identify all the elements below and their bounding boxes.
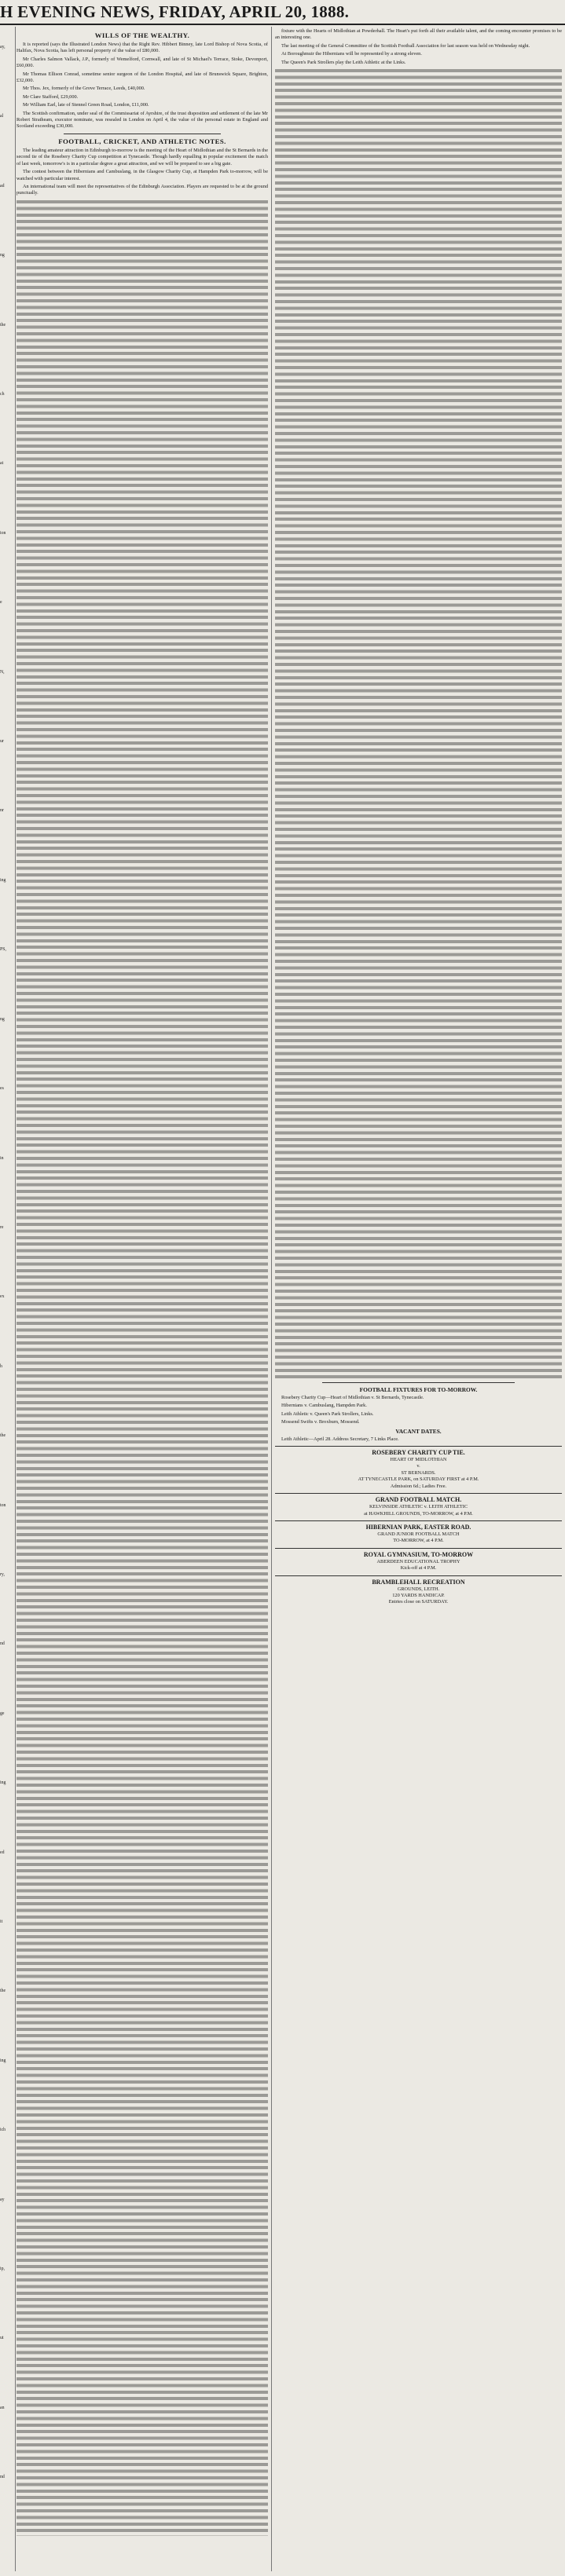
advertisement — [275, 1575, 562, 1606]
column-rule — [271, 27, 272, 2571]
left-strip-fragment: ch — [0, 392, 5, 397]
left-strip-fragment: the — [0, 1433, 6, 1439]
left-strip-fragment: the — [0, 1989, 6, 1994]
left-strip-fragment: ich — [0, 2128, 6, 2133]
left-strip-fragment: h — [0, 1363, 2, 1369]
col2-para: The last meeting of the General Committee of the Scottish Football Association for last season was held on Wednesday night. — [281, 42, 530, 49]
ad-line: ST BERNARDS. — [401, 1469, 436, 1476]
left-strip-fragment: ay, — [0, 45, 6, 49]
left-strip-fragment: ur — [0, 739, 4, 745]
ad-line: Admission 6d.; Ladies Free. — [390, 1483, 447, 1489]
left-strip-fragment: ing — [0, 1780, 6, 1786]
wills-line: Mr Charles Salmon Vallack, J.P., formerly of Wemelford, Cornwall, and late of St Michael's Terrace, Stoke, Devonport, £60,000. — [17, 56, 268, 69]
ad-line: Kick-off at 4 P.M. — [400, 1565, 437, 1572]
advertisement — [275, 1446, 562, 1490]
ad-line: TO-MORROW, at 4 P.M. — [393, 1538, 444, 1544]
fixture-item: Mossend Swifts v. Broxburn, Mossend. — [281, 1419, 360, 1425]
left-strip-fragments — [0, 28, 13, 2573]
ad-line: GROUNDS, LEITH. — [397, 1586, 440, 1592]
left-strip-fragment: in — [0, 1155, 4, 1161]
ad-line: ABERDEEN EDUCATIONAL TROPHY — [376, 1558, 460, 1564]
column-1 — [17, 28, 268, 2573]
ad-line: v. — [416, 1463, 420, 1469]
left-strip-fragment: nd — [0, 1641, 5, 1647]
left-strip-fragment: ge — [0, 1711, 5, 1716]
left-strip-fragment: ut — [0, 2336, 4, 2341]
advertisement — [275, 1493, 562, 1517]
left-strip-fragment: e — [0, 600, 2, 606]
left-strip-fragment: ing — [0, 877, 6, 883]
fixture-item: Rosebery Charity Cup—Heart of Midlothian v. St Bernards, Tynecastle. — [281, 1395, 424, 1401]
left-strip-fragment: at — [0, 461, 4, 467]
body-text-block — [17, 199, 268, 2536]
wills-line: Mr Clare Stafford, £29,000. — [23, 93, 79, 100]
left-strip-fragment: N, — [0, 669, 5, 675]
advertisement — [275, 1548, 562, 1572]
left-strip-fragment: es — [0, 1086, 4, 1092]
fixture-item: Hibernians v. Cambuslang, Hampden Park. — [281, 1403, 367, 1409]
section-divider — [322, 1382, 515, 1383]
left-strip-fragment: PS, — [0, 947, 6, 953]
left-strip-fragment: ing — [0, 2058, 6, 2063]
vacant-dates-text: Leith Athletic—April 28. Address Secretary, 7 Links Place. — [281, 1436, 399, 1442]
ad-line: GRAND JUNIOR FOOTBALL MATCH — [377, 1531, 460, 1537]
ad-title: ROYAL GYMNASIUM, TO-MORROW — [363, 1550, 474, 1558]
fixture-item: Leith Athletic v. Queen's Park Strollers, Links. — [281, 1411, 374, 1417]
ad-title: BRAMBLEHALL RECREATION — [372, 1578, 465, 1586]
left-strip-fragment: al — [0, 114, 4, 119]
left-strip-fragment: ed — [0, 1850, 5, 1855]
wills-line: Mr William Earl, late of Stennel Green Road, London, £11,000. — [23, 102, 149, 108]
football-headline: FOOTBALL, CRICKET, AND ATHLETIC NOTES. — [58, 137, 226, 145]
football-para: An international team will meet the representatives of the Edinburgh Association. Players are requested to be at the ground punctually. — [17, 183, 268, 196]
left-strip-fragment: ad — [0, 183, 5, 188]
ad-title: GRAND FOOTBALL MATCH. — [375, 1496, 462, 1504]
vacant-dates-headline: VACANT DATES. — [395, 1427, 442, 1435]
left-strip-fragment: re — [0, 1224, 4, 1230]
football-para: The leading amateur attraction in Edinburgh to-morrow is the meeting of the Heart of Midlothian and the St Bernards in the second tie of the Rosebery Charity Cup competition at Tynecastle. Though hardly equalling in popular excitement the match of last week, tomorrow's is in a particular degree a great attraction, and we will be prepared to see a big gate. — [17, 147, 268, 166]
masthead-title: H EVENING NEWS, FRIDAY, APRIL 20, 1888. — [0, 2, 350, 21]
wills-line: Mr Thos. Jex, formerly of the Grove Terrace, Leeds, £40,000. — [23, 86, 145, 92]
masthead — [0, 0, 565, 25]
wills-closing: The Scottish confirmation, under seal of the Commissariat of Ayrshire, of the trust disposition and settlement of the late Mr Robert Stratheam, executor nominate, was resealed in London on April 4, the value of the personal estate in England and Scotland exceeding £30,000. — [17, 110, 268, 130]
left-strip-fragment: nr — [0, 808, 4, 814]
left-strip-fragment: it — [0, 1919, 3, 1924]
col2-lead: fixture with the Hearts of Midlothian at Powderhall. The Heart's put forth all their available talent, and the coming encounter promises to be an interesting one. — [275, 28, 562, 41]
left-strip-fragment: the — [0, 322, 6, 327]
fixtures-headline: FOOTBALL FIXTURES FOR TO-MORROW. — [359, 1386, 478, 1394]
ad-line: HEART OF MIDLOTHIAN — [390, 1457, 447, 1463]
ad-line: 120 YARDS HANDICAP. — [392, 1592, 445, 1598]
col2-para: The Queen's Park Strollers play the Leith Athletic at the Links. — [281, 59, 406, 65]
ad-line: at HAWKHILL GROUNDS, TO-MORROW, at 4 P.M. — [364, 1510, 473, 1517]
ad-line: Entries close on SATURDAY. — [388, 1599, 449, 1605]
wills-intro: It is reported (says the Illustrated London News) that the Right Rev. Hibbert Binney, late Lord Bishop of Nova Scotia, of Halifax, Nova Scotia, has left personal property of the value of £80,000. — [17, 42, 268, 54]
left-strip-fragment: nd — [0, 2475, 5, 2480]
left-strip-fragment: ex — [0, 1294, 5, 1300]
left-strip-fragment: ng — [0, 1016, 5, 1022]
column-rule — [15, 27, 16, 2571]
ad-title: ROSEBERY CHARITY CUP TIE. — [372, 1449, 465, 1457]
left-strip-fragment: ion — [0, 530, 6, 536]
body-text-block — [275, 68, 562, 1379]
fixtures-list — [275, 1395, 562, 1426]
wills-headline: WILLS OF THE WEALTHY. — [94, 31, 190, 39]
left-strip-fragment: ip, — [0, 2267, 5, 2271]
left-strip-fragment: an — [0, 2405, 5, 2410]
left-strip-fragment: ay — [0, 2197, 5, 2202]
left-strip-fragment: ton — [0, 1502, 6, 1508]
advertisement — [275, 1520, 562, 1545]
wills-line: Mr Thomas Ellison Conrad, sometime senior surgeon of the London Hospital, and late of Brunswick Square, Brighton, £32,000. — [17, 71, 268, 84]
ad-title: HIBERNIAN PARK, EASTER ROAD. — [365, 1523, 471, 1531]
ad-line: KELVINSIDE ATHLETIC v. LEITH ATHLETIC — [369, 1504, 468, 1510]
football-para: The contest between the Hibernians and Cambuslang, in the Glasgow Charity Cup, at Hampden Park to-morrow, will be watched with particular interest. — [17, 169, 268, 181]
left-strip-fragment: ry, — [0, 1572, 5, 1577]
column-2 — [275, 28, 562, 2573]
ad-line: AT TYNECASTLE PARK, on SATURDAY FIRST at 4 P.M. — [358, 1476, 479, 1483]
left-strip-fragment: ng — [0, 253, 5, 258]
col2-para: At Boroughmuir the Hibernians will be represented by a strong eleven. — [281, 51, 422, 57]
